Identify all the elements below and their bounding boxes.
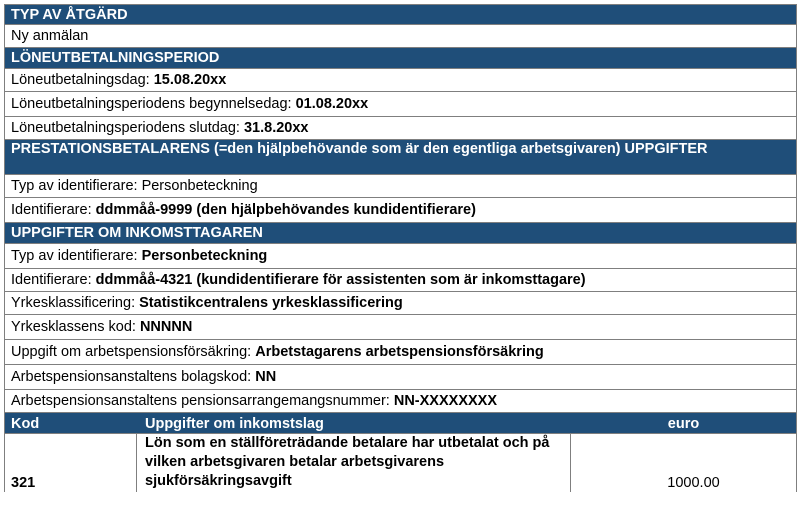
action-type-value: Ny anmälan	[4, 25, 797, 48]
field-label: Löneutbetalningsperiodens begynnelsedag:	[11, 96, 296, 112]
payer-identifier-row	[4, 198, 797, 223]
payment-date-row	[4, 69, 797, 92]
section-heading-action-type: TYP AV ÅTGÄRD	[4, 4, 797, 25]
field-value: NN-XXXXXXXX	[393, 393, 498, 409]
field-label: Yrkesklassificering:	[11, 295, 140, 311]
field-value: 15.08.20xx	[153, 72, 227, 88]
field-value: NNNNN	[139, 319, 193, 335]
field-label: Typ av identifierare: Personbeteckning	[11, 178, 258, 194]
field-label: Identifierare:	[11, 202, 96, 218]
field-label: Löneutbetalningsperiodens slutdag:	[11, 120, 244, 136]
income-amount-cell: 1000.00	[667, 475, 720, 491]
income-table-header	[4, 413, 797, 434]
period-end-row	[4, 117, 797, 140]
field-label: Arbetspensionsanstaltens pensionsarrangemangsnummer:	[11, 393, 394, 409]
earner-id-type-row	[4, 244, 797, 269]
field-value: 31.8.20xx	[243, 120, 309, 136]
pension-insurance-row	[4, 340, 797, 365]
field-label: Arbetspensionsanstaltens bolagskod:	[11, 369, 256, 385]
field-label: Löneutbetalningsdag:	[11, 72, 154, 88]
occupation-code-row	[4, 315, 797, 340]
income-description-cell: Lön som en ställföreträdande betalare har utbetalat och på vilken arbetsgivaren betalar arbetsgivarens sjukförsäkringsavgift	[137, 434, 571, 492]
payer-id-type-row	[4, 175, 797, 198]
field-value: ddmmåå-9999 (den hjälpbehövandes kundidentifierare)	[95, 202, 476, 218]
column-header-euro: euro	[667, 416, 700, 432]
period-start-row	[4, 92, 797, 117]
pension-arrangement-number-row	[4, 390, 797, 413]
field-value: 01.08.20xx	[295, 96, 369, 112]
column-header-code: Kod	[11, 416, 40, 432]
earner-identifier-row	[4, 269, 797, 292]
occupation-classification-row	[4, 292, 797, 315]
field-value: Arbetstagarens arbetspensionsförsäkring	[255, 344, 544, 360]
notification-document	[4, 4, 797, 492]
section-heading-payer: PRESTATIONSBETALARENS (=den hjälpbehövande som är den egentliga arbetsgivaren) UPPGIFTER	[4, 140, 797, 175]
column-header-income-type: Uppgifter om inkomstslag	[145, 416, 324, 432]
income-code-cell: 321	[5, 434, 137, 492]
field-label: Typ av identifierare:	[11, 248, 142, 264]
field-value: Personbeteckning	[141, 248, 268, 264]
table-row	[4, 434, 797, 492]
section-heading-income-earner: UPPGIFTER OM INKOMSTTAGAREN	[4, 223, 797, 244]
field-value: NN	[255, 369, 277, 385]
pension-company-code-row	[4, 365, 797, 390]
field-label: Yrkesklassens kod:	[11, 319, 140, 335]
field-label: Identifierare:	[11, 272, 96, 288]
section-heading-pay-period: LÖNEUTBETALNINGSPERIOD	[4, 48, 797, 69]
field-value: ddmmåå-4321 (kundidentifierare för assistenten som är inkomsttagare)	[95, 272, 586, 288]
field-label: Uppgift om arbetspensionsförsäkring:	[11, 344, 256, 360]
field-value: Statistikcentralens yrkesklassificering	[139, 295, 403, 311]
